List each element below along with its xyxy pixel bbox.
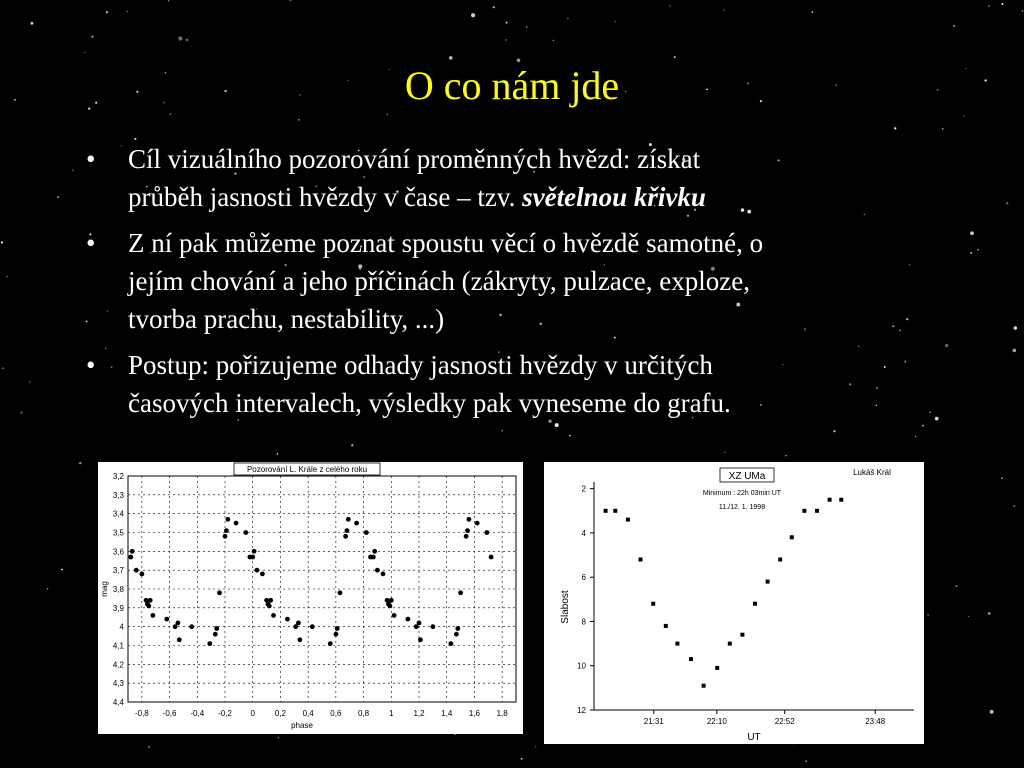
data-point bbox=[388, 604, 393, 609]
star bbox=[148, 746, 150, 748]
bullet-text-line: Postup: pořizujeme odhady jasnosti hvězdy v určitých bbox=[128, 350, 713, 380]
data-point bbox=[234, 521, 239, 526]
bullet-text-line: jejím chování a jeho příčinách (zákryty, pulzace, exploze, bbox=[128, 266, 750, 296]
data-point bbox=[702, 684, 706, 688]
bullet-text-line: tvorba prachu, nestability, ...) bbox=[128, 304, 445, 334]
data-point bbox=[260, 572, 265, 577]
data-point bbox=[207, 641, 212, 646]
y-axis-label: mag bbox=[100, 581, 109, 597]
star bbox=[277, 453, 278, 454]
star bbox=[1014, 326, 1018, 330]
star bbox=[970, 231, 974, 235]
data-point bbox=[828, 498, 832, 502]
star bbox=[1022, 10, 1023, 11]
star bbox=[977, 249, 979, 251]
star bbox=[278, 737, 279, 738]
data-point bbox=[613, 509, 617, 513]
data-point bbox=[766, 580, 770, 584]
data-point bbox=[243, 530, 248, 535]
star bbox=[178, 36, 182, 40]
star bbox=[20, 411, 22, 413]
star bbox=[2, 367, 4, 369]
data-point bbox=[418, 637, 423, 642]
star bbox=[72, 169, 74, 171]
data-point bbox=[372, 549, 377, 554]
star bbox=[785, 455, 787, 457]
data-point bbox=[164, 617, 169, 622]
star bbox=[956, 585, 958, 587]
star bbox=[894, 127, 896, 129]
star bbox=[968, 616, 969, 617]
y-tick-label: 12 bbox=[577, 706, 586, 715]
y-tick-label: 6 bbox=[581, 573, 586, 583]
x-tick-label: 22:10 bbox=[706, 717, 727, 726]
star bbox=[387, 113, 389, 115]
y-tick-label: 2 bbox=[581, 484, 586, 494]
data-point bbox=[689, 657, 693, 661]
star bbox=[170, 113, 172, 115]
data-point bbox=[778, 558, 782, 562]
star bbox=[1006, 202, 1008, 204]
data-point bbox=[728, 642, 732, 646]
x-tick-label: 1,6 bbox=[468, 709, 480, 718]
x-tick-label: 0,6 bbox=[330, 709, 342, 718]
star bbox=[298, 119, 300, 121]
star bbox=[29, 381, 31, 383]
data-point bbox=[223, 534, 228, 539]
star bbox=[988, 612, 991, 615]
data-point bbox=[839, 498, 843, 502]
star bbox=[449, 56, 453, 60]
data-point bbox=[176, 621, 181, 626]
y-tick-label: 8 bbox=[581, 617, 586, 627]
data-point bbox=[604, 509, 608, 513]
date-annotation: 11./12. 1. 1998 bbox=[718, 504, 766, 511]
star bbox=[493, 6, 495, 8]
x-tick-label: 21:31 bbox=[643, 717, 664, 726]
bullet-dot: • bbox=[86, 228, 96, 258]
data-point bbox=[268, 598, 273, 603]
star bbox=[915, 436, 916, 437]
chart-title: XZ UMa bbox=[728, 471, 766, 482]
data-point bbox=[431, 624, 436, 629]
star bbox=[953, 25, 955, 27]
bullet-text-line: časových intervalech, výsledky pak vyneseme do grafu. bbox=[128, 388, 731, 418]
star bbox=[84, 52, 86, 54]
star bbox=[61, 569, 63, 571]
star bbox=[91, 36, 93, 38]
data-point bbox=[467, 517, 472, 522]
data-point bbox=[140, 572, 145, 577]
y-tick-label: 4 bbox=[581, 528, 586, 538]
star bbox=[833, 430, 835, 432]
data-point bbox=[802, 509, 806, 513]
star bbox=[1013, 349, 1017, 353]
star bbox=[805, 760, 807, 762]
data-point bbox=[458, 590, 463, 595]
data-point bbox=[346, 517, 351, 522]
data-point bbox=[675, 642, 679, 646]
star bbox=[168, 0, 169, 1]
star bbox=[553, 40, 554, 41]
data-point bbox=[343, 534, 348, 539]
star bbox=[526, 26, 527, 27]
star bbox=[127, 11, 128, 12]
bullet-dot: • bbox=[86, 350, 96, 380]
x-tick-label: 0 bbox=[250, 709, 255, 718]
data-point bbox=[189, 624, 194, 629]
phase-chart-svg bbox=[98, 462, 523, 734]
data-point bbox=[790, 535, 794, 539]
data-point bbox=[740, 633, 744, 637]
data-point bbox=[389, 598, 394, 603]
y-tick-label: 4,3 bbox=[112, 679, 124, 689]
data-point bbox=[475, 521, 480, 526]
star bbox=[724, 10, 725, 11]
star bbox=[471, 13, 475, 17]
xz-uma-light-curve-chart bbox=[544, 462, 924, 744]
star bbox=[506, 22, 508, 24]
star bbox=[615, 21, 616, 22]
data-point bbox=[455, 626, 460, 631]
data-point bbox=[328, 641, 333, 646]
data-point bbox=[334, 632, 339, 637]
star bbox=[47, 588, 48, 589]
data-point bbox=[354, 521, 359, 526]
star bbox=[501, 430, 503, 432]
y-tick-label: 3,8 bbox=[112, 585, 124, 594]
star bbox=[106, 11, 108, 13]
star bbox=[942, 128, 944, 130]
x-tick-label: 0,8 bbox=[358, 709, 370, 718]
x-tick-label: 0,2 bbox=[274, 709, 286, 718]
x-tick-label: 1,8 bbox=[496, 709, 508, 718]
data-point bbox=[454, 632, 459, 637]
data-point bbox=[417, 621, 422, 626]
data-point bbox=[310, 624, 315, 629]
x-tick-label: 23:48 bbox=[865, 717, 886, 726]
data-point bbox=[151, 613, 156, 618]
star bbox=[351, 444, 353, 446]
star bbox=[1013, 505, 1015, 507]
data-point bbox=[371, 555, 376, 560]
y-tick-label: 3,6 bbox=[112, 547, 124, 557]
y-tick-label: 10 bbox=[577, 661, 586, 671]
observer-name: Lukáš Král bbox=[853, 468, 891, 477]
y-tick-label: 3,9 bbox=[112, 603, 124, 613]
x-axis-label: UT bbox=[747, 732, 761, 743]
data-point bbox=[626, 518, 630, 522]
y-tick-label: 3,3 bbox=[112, 490, 124, 500]
phase-light-curve-chart bbox=[98, 462, 523, 734]
star bbox=[927, 614, 929, 616]
data-point bbox=[128, 555, 133, 560]
star bbox=[30, 22, 33, 25]
x-tick-label: -0,8 bbox=[134, 709, 149, 718]
x-tick-label: 1,4 bbox=[441, 709, 453, 718]
data-point bbox=[130, 549, 135, 554]
data-point bbox=[753, 602, 757, 606]
data-point bbox=[148, 598, 153, 603]
star bbox=[6, 275, 8, 277]
data-point bbox=[252, 549, 257, 554]
data-point bbox=[345, 528, 350, 533]
data-point bbox=[815, 509, 819, 513]
star bbox=[79, 462, 81, 464]
star bbox=[970, 252, 972, 254]
y-tick-label: 4,1 bbox=[112, 641, 124, 651]
data-point bbox=[213, 632, 218, 637]
bullet-item bbox=[86, 224, 946, 338]
y-tick-label: 4 bbox=[119, 622, 124, 632]
bullet-text-line: Z ní pak můžeme poznat spoustu věcí o hvězdě samotné, o bbox=[128, 228, 764, 258]
minimum-annotation: Minimum : 22h 03min UT bbox=[702, 490, 782, 497]
star bbox=[724, 451, 726, 453]
y-tick-label: 4,4 bbox=[112, 698, 124, 707]
data-point bbox=[639, 558, 643, 562]
star bbox=[186, 39, 189, 42]
data-point bbox=[406, 617, 411, 622]
data-point bbox=[392, 613, 397, 618]
y-tick-label: 3,4 bbox=[112, 509, 124, 519]
data-point bbox=[664, 624, 668, 628]
data-point bbox=[449, 641, 454, 646]
x-tick-label: 1,2 bbox=[413, 709, 425, 718]
star bbox=[521, 758, 523, 760]
star bbox=[567, 18, 569, 20]
y-tick-label: 4,2 bbox=[112, 660, 124, 670]
star bbox=[1, 241, 3, 243]
bullet-item bbox=[86, 140, 946, 216]
data-point bbox=[335, 626, 340, 631]
star bbox=[963, 115, 964, 116]
star bbox=[569, 435, 571, 437]
xz-uma-chart-svg bbox=[544, 462, 924, 744]
data-point bbox=[375, 568, 380, 573]
star bbox=[535, 746, 536, 747]
data-point bbox=[381, 572, 386, 577]
star bbox=[1002, 3, 1004, 5]
star bbox=[988, 5, 990, 7]
data-point bbox=[364, 530, 369, 535]
star bbox=[669, 5, 670, 6]
data-point bbox=[296, 621, 301, 626]
bullet-text-line: průběh jasnosti hvězdy v čase – tzv. bbox=[128, 182, 523, 212]
data-point bbox=[651, 602, 655, 606]
data-point bbox=[217, 590, 222, 595]
emphasized-term: světelnou křivku bbox=[522, 182, 706, 212]
x-tick-label: 0,4 bbox=[302, 709, 314, 718]
x-tick-label: -0,4 bbox=[190, 709, 205, 718]
star bbox=[290, 0, 292, 1]
data-point bbox=[715, 666, 719, 670]
data-point bbox=[255, 568, 260, 573]
data-point bbox=[297, 637, 302, 642]
data-point bbox=[177, 637, 182, 642]
star bbox=[57, 196, 59, 198]
x-tick-label: -0,2 bbox=[218, 709, 232, 718]
y-tick-label: 3,2 bbox=[112, 472, 124, 481]
x-tick-label: 22:52 bbox=[774, 717, 795, 726]
data-point bbox=[224, 528, 229, 533]
data-point bbox=[225, 517, 230, 522]
x-axis-label: phase bbox=[291, 721, 313, 730]
bullet-text-line: Cíl vizuálního pozorování proměnných hvězd: získat bbox=[128, 144, 701, 174]
y-tick-label: 3,7 bbox=[112, 566, 124, 576]
y-tick-label: 3,5 bbox=[112, 528, 124, 538]
star bbox=[1001, 477, 1002, 478]
data-point bbox=[465, 528, 470, 533]
data-point bbox=[338, 590, 343, 595]
star bbox=[674, 56, 676, 58]
data-point bbox=[489, 555, 494, 560]
data-point bbox=[214, 626, 219, 631]
data-point bbox=[271, 613, 276, 618]
chart-title: Pozorování L. Krále z celého roku bbox=[246, 465, 368, 474]
data-point bbox=[146, 604, 151, 609]
bullet-item bbox=[86, 346, 946, 422]
star bbox=[811, 11, 813, 13]
bullet-list bbox=[86, 140, 946, 430]
plot-frame bbox=[128, 476, 516, 702]
data-point bbox=[250, 555, 255, 560]
slide-title: O co nám jde bbox=[404, 63, 620, 108]
star bbox=[990, 710, 994, 714]
data-point bbox=[267, 604, 272, 609]
data-point bbox=[134, 568, 139, 573]
data-point bbox=[485, 530, 490, 535]
data-point bbox=[464, 534, 469, 539]
x-tick-label: 1 bbox=[389, 709, 394, 718]
y-axis-label: Slabost bbox=[560, 590, 571, 624]
star bbox=[505, 39, 507, 41]
x-tick-label: -0,6 bbox=[162, 709, 177, 718]
data-point bbox=[285, 617, 290, 622]
bullet-dot: • bbox=[86, 144, 96, 174]
